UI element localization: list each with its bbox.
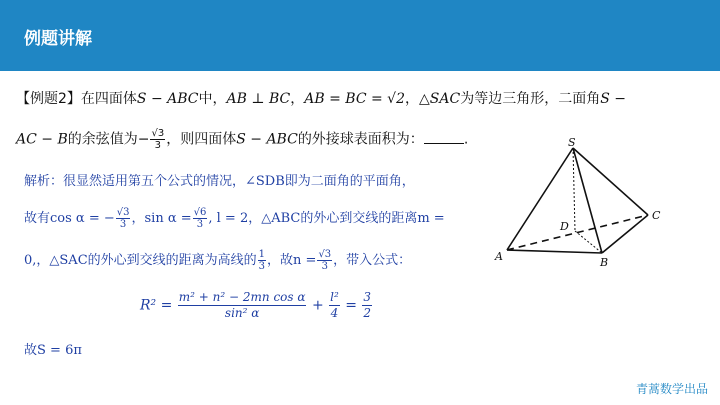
radius-formula xyxy=(140,290,373,321)
fraction xyxy=(178,290,307,321)
fraction xyxy=(362,290,372,321)
problem-text: ， xyxy=(290,91,305,107)
formula-operator: = xyxy=(345,297,357,314)
solution-text: ，sin α = xyxy=(131,211,192,226)
fraction-denominator: 3 xyxy=(258,261,266,272)
fraction-denominator: 3 xyxy=(119,219,127,230)
segment-DB xyxy=(575,231,602,253)
fraction-numerator: 1 xyxy=(258,249,266,260)
fraction-numerator: √3 xyxy=(116,207,130,218)
fraction xyxy=(258,249,266,272)
fraction-denominator: 4 xyxy=(330,306,339,320)
problem-math: SAC xyxy=(429,91,461,107)
solution-text: , l = 2，△ABC的外心到交线的距离m = xyxy=(208,211,445,226)
solution-line-3 xyxy=(24,249,411,272)
answer-blank xyxy=(424,131,464,144)
problem-line-2 xyxy=(16,128,468,151)
solution-text: ，故n = xyxy=(267,253,317,268)
edge-SA xyxy=(507,148,573,250)
problem-math: AC − B xyxy=(16,131,68,148)
altitude-SD xyxy=(573,148,575,231)
header-bar xyxy=(0,0,720,71)
fraction-denominator: 2 xyxy=(363,306,372,320)
vertex-label-D: D xyxy=(560,220,569,233)
fraction-denominator: 3 xyxy=(321,261,328,272)
solution-line-1: 解析：很显然适用第五个公式的情况，∠SDB即为二面角的平面角， xyxy=(24,174,415,189)
problem-line-1 xyxy=(16,88,626,108)
vertex-label-S: S xyxy=(568,136,576,149)
formula-operator: + xyxy=(311,297,324,314)
problem-math: AB = BC = √2 xyxy=(304,91,405,107)
problem-math: S − xyxy=(600,91,626,107)
fraction-numerator: √6 xyxy=(193,207,207,218)
fraction xyxy=(116,207,131,230)
tetrahedron-edges xyxy=(507,148,648,253)
problem-text: 的外接球表面积为： xyxy=(297,131,424,148)
solution-text: 故有cos α = − xyxy=(24,211,115,226)
solution-line-4: 故S = 6π xyxy=(24,343,82,358)
edge-AB xyxy=(507,250,602,253)
problem-text: ，则四面体 xyxy=(166,131,237,148)
problem-math: AB ⊥ BC xyxy=(226,91,291,107)
fraction-numerator: √3 xyxy=(151,128,165,139)
fraction-denominator: 3 xyxy=(196,219,204,230)
vertex-label-A: A xyxy=(495,250,503,263)
problem-math: S − ABC xyxy=(136,91,199,107)
footer-brand: 青蒿数学出品 xyxy=(635,382,708,396)
problem-text: 为等边三角形，二面角 xyxy=(460,91,601,107)
fraction-denominator: sin² α xyxy=(224,306,260,320)
fraction-numerator: 3 xyxy=(363,290,372,304)
page-title: 例题讲解 xyxy=(24,29,92,49)
fraction-numerator: m² + n² − 2mn cos α xyxy=(178,290,306,304)
edge-SC xyxy=(573,148,648,215)
fraction-numerator: √3 xyxy=(318,249,332,260)
fraction xyxy=(329,290,340,321)
problem-text: 的余弦值为− xyxy=(67,131,150,148)
problem-text: 【例题2】在四面体 xyxy=(16,91,137,107)
fraction xyxy=(193,207,208,230)
formula-lhs: R² = xyxy=(140,297,173,314)
problem-text: 中， xyxy=(198,91,227,107)
solution-text: ，带入公式： xyxy=(333,253,412,268)
vertex-label-C: C xyxy=(652,209,661,222)
solution-line-2 xyxy=(24,207,445,230)
fraction-numerator: l² xyxy=(330,290,339,304)
solution-text: 0,，△SAC的外心到交线的距离为高线的 xyxy=(24,253,257,268)
problem-text: ，△ xyxy=(405,91,430,107)
problem-text: . xyxy=(463,131,469,148)
edge-SB xyxy=(573,148,602,253)
vertex-label-B: B xyxy=(600,256,609,269)
fraction xyxy=(317,249,332,272)
fraction-denominator: 3 xyxy=(154,140,162,151)
tetrahedron-figure xyxy=(490,135,670,270)
problem-math: S − ABC xyxy=(236,131,298,148)
fraction xyxy=(150,128,165,151)
